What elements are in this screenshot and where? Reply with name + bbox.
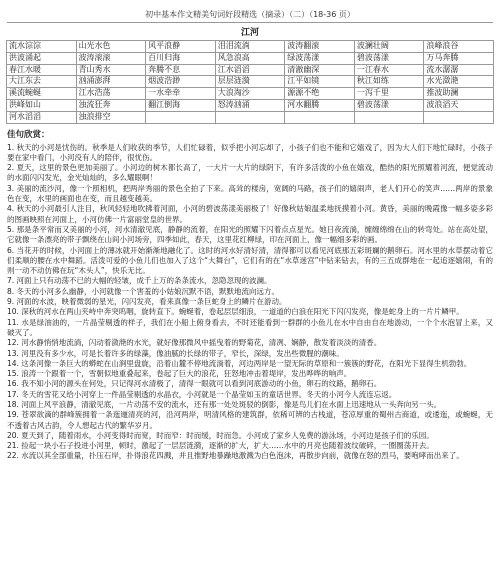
vocab-cell: 秋江如练 <box>355 76 425 88</box>
vocab-cell: 清澈幽深 <box>285 65 355 77</box>
vocab-cell: 碧波荡漾 <box>355 53 425 65</box>
sentence-paragraph: 18. 河面上风平浪静，清澈见底，一片动荡不安的流水，还有那一处处斑驳的倒影，像是鸟儿们在水面上迅速地从一头奔向另一头。 <box>7 400 442 409</box>
vocab-cell: 流水淙淙 <box>7 41 77 53</box>
vocab-cell: 万马奔腾 <box>424 53 494 65</box>
sentence-paragraph: 8. 冬天的小河多么幽静，小河就像一个害羞的小姑娘沉默不语，默默地流向远方。 <box>7 286 280 296</box>
vocab-cell: 洪峰如山 <box>7 100 77 112</box>
vocab-cell: 源源不绝 <box>285 88 355 100</box>
vocab-cell: 百川归海 <box>146 53 216 65</box>
vocab-cell: 怒涛汹涌 <box>216 100 286 112</box>
vocab-cell: 烟波浩渺 <box>146 76 216 88</box>
sentence-paragraph: 10. 深秋的河水在两山夹峙中奔突呜咽，旋转直下。蜿蜒着，卷起层层细浪，一道道的白浪在阳光下闪闪发亮，像是蛇身上的一片片鳞甲。 <box>7 307 464 317</box>
vocab-cell: 江平如镜 <box>285 76 355 88</box>
vocab-cell: 汹涌澎湃 <box>77 76 147 88</box>
vocab-cell: 浊流狂奔 <box>77 100 147 112</box>
sentence-paragraph: 13. 河里没有多少水，可是长着许多的绿藻，像油腻的长绿的带子，窄长，深绿，发出些微腥的潮味。 <box>7 348 344 358</box>
vocab-cell: 推波助澜 <box>424 88 494 100</box>
vocab-section-title: 江河 <box>240 28 259 38</box>
sentence-paragraph: 19. 苍翠欲滴的群峰簇拥着一条迤逦清亮的河，沿河两岸，明清风格的建筑群，依稀可辨的古栈道，苍凉厚重的蜀州古商道，或逶迤，或蜿蜒，无不透着古风古韵，令人想起古代的繁华岁月。 <box>7 410 493 430</box>
vocab-cell: 溪流蜿蜒 <box>7 88 77 100</box>
sentence-paragraph: 4. 秋天的小河最引人注目，秋风轻轻地吹拂着河面，小河的碧波荡漾美丽极了！好像秋姑娘温柔地抚摸着小河。黄昏，美丽的晚霞像一幅多姿多彩的图画映照在河面上，小河仿佛一片富丽堂皇的世界。 <box>7 204 493 224</box>
vocab-cell: 风急浪高 <box>216 53 286 65</box>
sentences-section-title: 佳句欣赏： <box>7 129 50 140</box>
sentence-paragraph: 20. 夏天到了，随着雨水，小河变得时而宽，时而窄：时而缓，时而急。小河成了家乡人免费的游泳场，小河边是孩子们的乐园。 <box>7 430 434 440</box>
sentence-paragraph: 6. 当花开的时候，小河面上的薄冰就开始渐渐地融化了。这时的河水好清好清，清得都可以看见河底那五彩斑斓的鹅卵石。河水里的水草摆动着它们柔顺的腰在水中舞蹈。活泼可爱的小鱼儿们也加入了这个“大舞台”，它们有的在“水草迷宫”中钻来钻去，有的三五成群地在一起追逐嬉闹，有的则一动不动仿佛在玩“木头人”，快乐无比。 <box>7 245 493 276</box>
vocab-cell: 江水浩荡 <box>77 88 147 100</box>
vocab-cell: 翻江倒海 <box>146 100 216 112</box>
vocab-cell <box>424 112 494 124</box>
sentence-paragraph: 2. 夏天，这里的景色更加美丽了。小河边的树木都长高了，一大片一大片的绿阴下，有许多活泼的小鱼在嬉戏，酷热的阳光照耀着河流，便觉流动的水面闪闪发光，金光灿灿的，多么耀眼啊！ <box>7 163 493 183</box>
sentence-paragraph: 16. 我不知小河的源头在何处，只记得河水清极了，清得一眼就可以看到河底游动的小鱼，卵石的纹路，鹅卵石。 <box>7 379 382 389</box>
vocab-cell: 青山秀水 <box>77 65 147 77</box>
vocab-cell: 山光水色 <box>77 41 147 53</box>
page-header: 初中基本作文精美句词好段精选（摘录）（二）（18-36 页） <box>7 0 493 23</box>
vocab-cell: 波浪滔天 <box>424 100 494 112</box>
sentence-paragraph: 7. 河面上只有动荡不已的大幅的轻皱，成千上万的条条流水，忽隐忽现的波澜。 <box>7 276 272 286</box>
sentence-paragraph: 22. 水流以其全部重量，扑压石岸，扑得浪花四溅，并且推野地暴躁地激溅为白色泡沫，再散步向前，就像在怒的烈马，要咆哮而出来了。 <box>7 451 464 461</box>
vocab-cell: 浊浪排空 <box>77 112 147 124</box>
vocab-cell: 大浪淘沙 <box>216 88 286 100</box>
vocab-cell: 春江水暖 <box>7 65 77 77</box>
sentence-paragraph: 5. 那是条平常而又美丽的小河，河水清澈见底，静静的流着，在阳光的照耀下闪着点点星光。她日夜流淌，缠缠绵绵在山的转弯处。站在高处望，它就像一条漂亮的带子飘绕在山间小河场旁，四季如此，春天，这里花红柳绿，印在河面上，像一幅细多彩的画。 <box>7 224 493 245</box>
sentence-paragraph: 14. 这条河像一条巨大的蟒蛇在山涧里盘旋，沿着山麓不停地流淌着，河边两岸是一望无际的草原和一簇簇的野花，在阳光下显得生机勃勃。 <box>7 358 472 368</box>
vocab-cell: 一江春水 <box>355 65 425 77</box>
vocab-cell: 一水牵牵 <box>146 88 216 100</box>
sentence-paragraph: 17. 冬天的雪花又给小河穿上一件晶莹剔透的水晶衣，小河就是一个晶莹如玉的童话世界。冬天的小河今人流连忘返。 <box>7 389 397 399</box>
vocab-cell: 水光潋滟 <box>424 76 494 88</box>
vocab-cell: 河水翻腾 <box>285 100 355 112</box>
vocab-cell <box>146 112 216 124</box>
vocab-cell: 洪波涌起 <box>7 53 77 65</box>
vocab-cell: 流水潺潺 <box>424 65 494 77</box>
vocab-cell: 波澜壮阔 <box>355 41 425 53</box>
sentence-paragraph: 11. 水是绿油油的，一片晶莹剔透的样子，我们在小船上俯身看去，不时还能看到一群群的小鱼儿在水中自由自在地游动，一个个水泡冒上来，又破灭了。 <box>7 317 493 337</box>
vocab-cell: 层层涟漪 <box>216 76 286 88</box>
sentence-paragraph: 21. 捡起一块小石子投进小河里，顿时，激起了一层层涟漪，逐渐的扩大，扩大……水中的月亮也随着波纹破碎，一圈圈荡开去。 <box>7 441 434 451</box>
vocab-cell: 一泻千里 <box>355 88 425 100</box>
sentence-list <box>7 143 493 462</box>
vocab-cell: 泪泪流淌 <box>216 41 286 53</box>
vocab-cell <box>285 112 355 124</box>
vocab-cell: 碧波荡漾 <box>355 100 425 112</box>
sentence-paragraph: 1. 秋天的小河是忧伤的。秋季是人们收获的季节，人们忙碌着，似乎把小河忘却了，小孩子们也不能和它嬉戏了，因为大人们下地忙碌时，小孩子要在家中看门，小河没有人的陪伴，很忧伤。 <box>7 142 493 162</box>
vocab-cell: 波涛滚滚 <box>77 53 147 65</box>
vocab-table <box>6 40 494 124</box>
sentence-paragraph: 12. 河水静悄悄地流淌，闪动着潋滟的水光，就好像那微风中摇曳着的野菊花，清冽、娴静，散发着淡淡的清香。 <box>7 338 382 348</box>
vocab-cell: 波涛翻滚 <box>285 41 355 53</box>
vocab-cell: 江水滔滔 <box>216 65 286 77</box>
vocab-cell: 风平浪静 <box>146 41 216 53</box>
sentence-paragraph: 15. 浪涛一个跟着一个，雪朝似地重叠起来，卷起了巨大的浪花，狂怒地冲击着堤岸，发出哗哗的响声。 <box>7 369 352 379</box>
vocab-cell: 河水滔滔 <box>7 112 77 124</box>
vocab-cell: 奔腾不息 <box>146 65 216 77</box>
vocab-cell: 绿波荡漾 <box>285 53 355 65</box>
vocab-cell: 大江东去 <box>7 76 77 88</box>
vocab-cell: 浪峰浪谷 <box>424 41 494 53</box>
sentence-paragraph: 3. 美丽的流沙河，像一个照相机，把两岸秀丽的景色全拍了下来。高耸的楼房，宽阔的马路，孩子们的嬉闹声，老人们开心的笑声……两岸的景象色在变，水里的画面也在变，而且越变越美。 <box>7 183 493 204</box>
sentence-paragraph: 9. 河面的水波，映着微弱的星光，闪闪发亮，看来真像一条巨蛇身上的鳞片在游动。 <box>7 297 287 307</box>
vocab-cell <box>216 112 286 124</box>
vocab-cell <box>355 112 425 124</box>
